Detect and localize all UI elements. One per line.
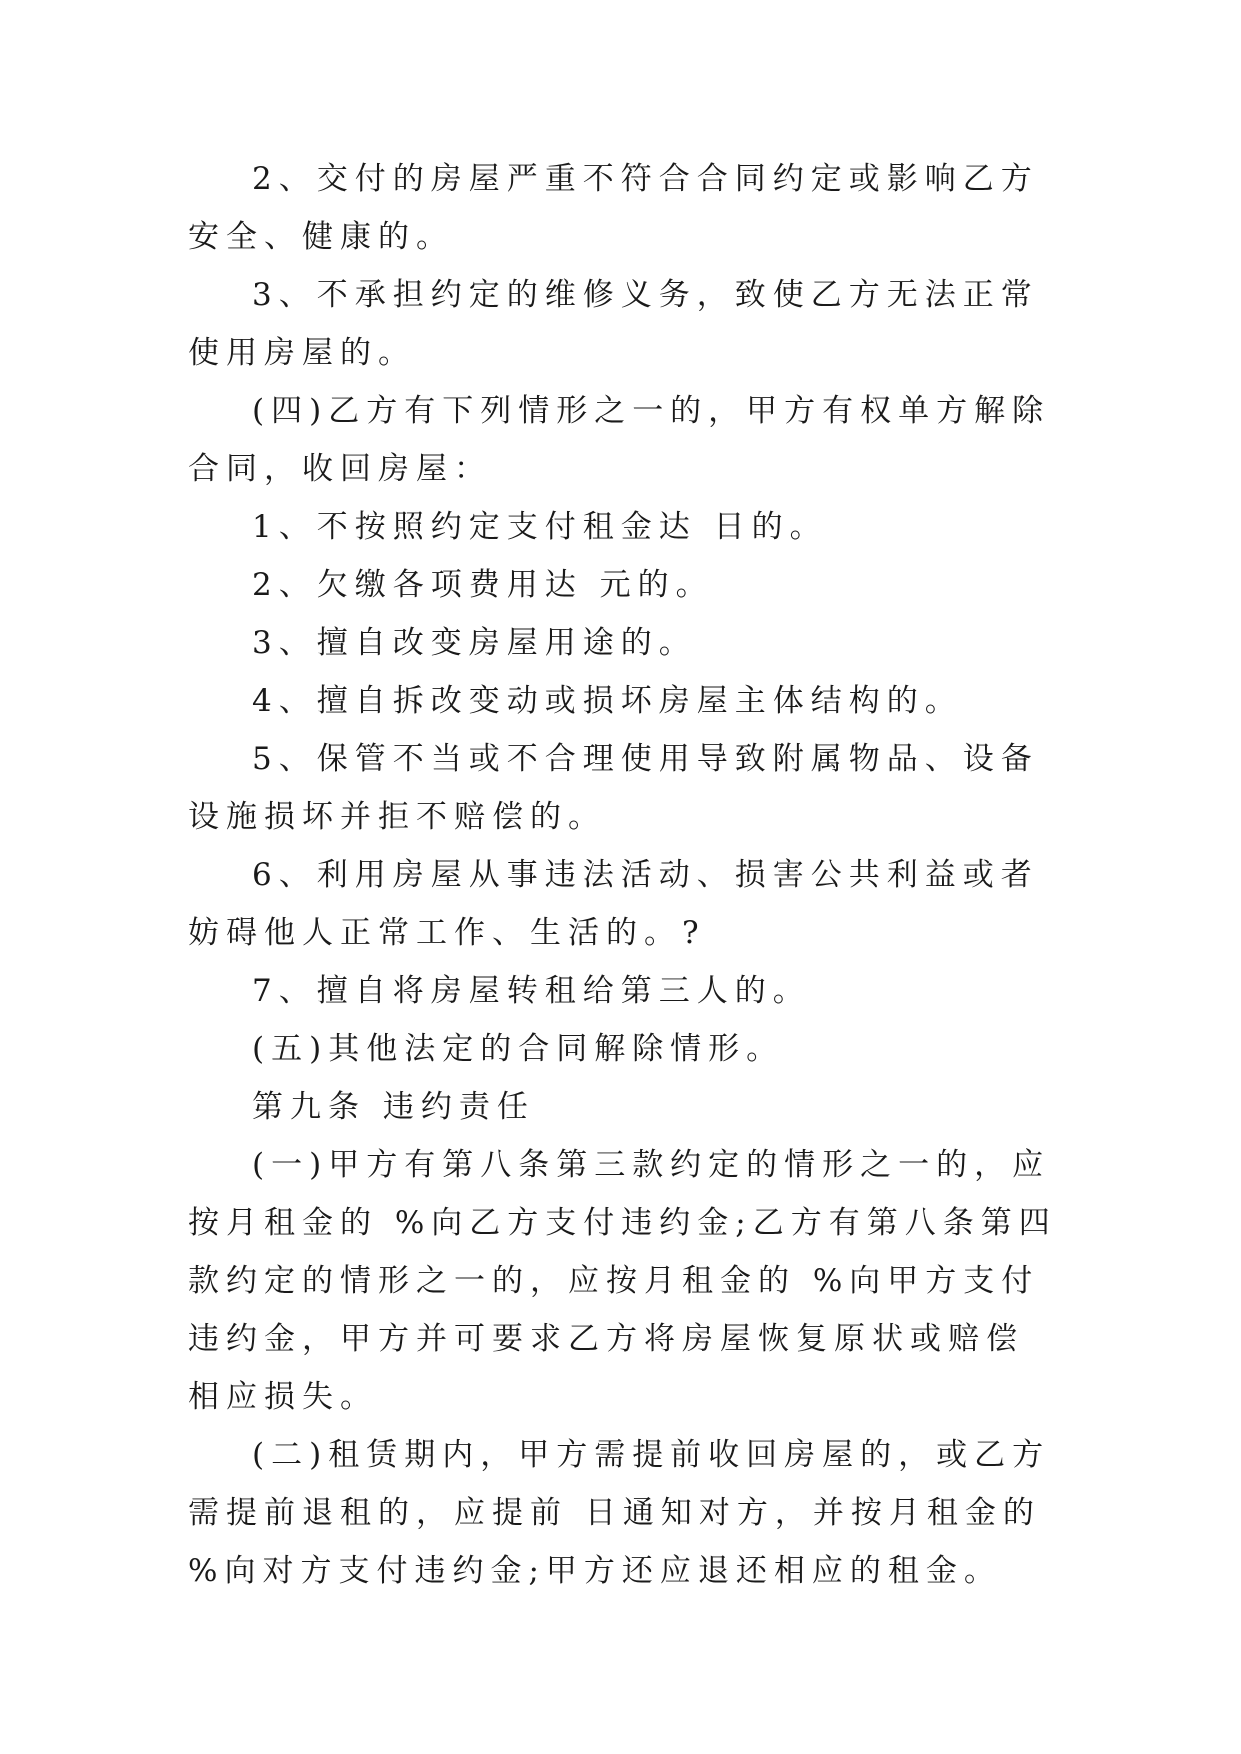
paragraph-item-4-structure: 4、擅自拆改变动或损坏房屋主体结构的。 — [252, 683, 963, 719]
paragraph-item-2-delivery: 2、交付的房屋严重不符合合同约定或影响乙方安全、健康的。 — [188, 161, 1039, 255]
article-9-heading: 第九条 违约责任 — [252, 1089, 535, 1125]
paragraph-item-6-illegal: 6、利用房屋从事违法活动、损害公共利益或者妨碍他人正常工作、生活的。? — [188, 857, 1039, 951]
paragraph-clause-1-penalty: (一)甲方有第八条第三款约定的情形之一的，应按月租金的 %向乙方支付违约金;乙方有第八条第四款约定的情形之一的，应按月租金的 %向甲方支付违约金，甲方并可要求乙方将房屋恢复原状或赔偿相应损失。 — [188, 1147, 1057, 1415]
document-body — [188, 150, 1058, 1600]
paragraph-item-5-damage: 5、保管不当或不合理使用导致附属物品、设备设施损坏并拒不赔偿的。 — [188, 741, 1039, 835]
paragraph-section-4-heading: (四)乙方有下列情形之一的，甲方有权单方解除合同，收回房屋： — [188, 393, 1051, 487]
paragraph-section-5: (五)其他法定的合同解除情形。 — [252, 1031, 785, 1067]
paragraph-clause-2-early-termination: (二)租赁期内，甲方需提前收回房屋的，或乙方需提前退租的，应提前 日通知对方，并按月租金的 %向对方支付违约金;甲方还应退还相应的租金。 — [188, 1437, 1051, 1589]
paragraph-item-7-sublet: 7、擅自将房屋转租给第三人的。 — [252, 973, 811, 1009]
paragraph-item-3-repair: 3、不承担约定的维修义务，致使乙方无法正常使用房屋的。 — [188, 277, 1039, 371]
paragraph-item-1-rent: 1、不按照约定支付租金达 日的。 — [252, 509, 828, 545]
paragraph-item-3-usage: 3、擅自改变房屋用途的。 — [252, 625, 697, 661]
paragraph-item-2-fees: 2、欠缴各项费用达 元的。 — [252, 567, 714, 603]
